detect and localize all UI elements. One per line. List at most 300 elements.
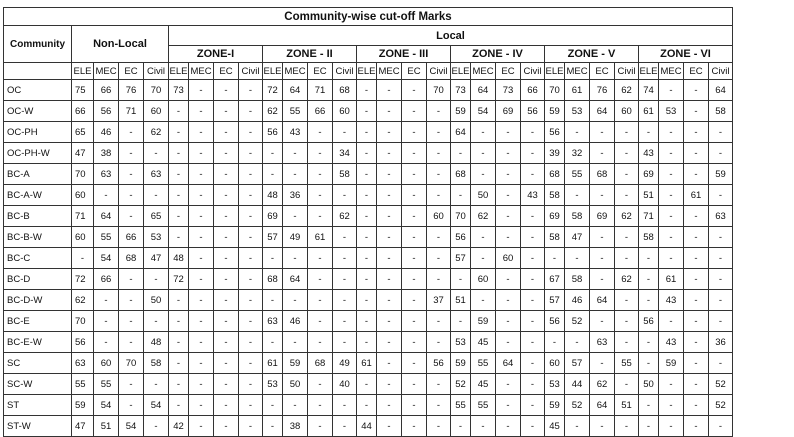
mark-cell: - <box>169 353 189 374</box>
mark-cell: - <box>615 374 639 395</box>
mark-cell: - <box>709 416 733 437</box>
mark-cell: 50 <box>471 185 496 206</box>
mark-cell: - <box>377 143 402 164</box>
mark-cell: - <box>471 227 496 248</box>
mark-cell: 59 <box>471 311 496 332</box>
mark-cell: - <box>377 227 402 248</box>
mark-cell: - <box>496 332 521 353</box>
mark-cell: - <box>189 206 214 227</box>
branch-header: EC <box>684 63 709 80</box>
mark-cell: - <box>427 185 451 206</box>
branch-header: Civil <box>615 63 639 80</box>
mark-cell: - <box>214 143 239 164</box>
mark-cell: - <box>263 143 283 164</box>
branch-header: Civil <box>239 63 263 80</box>
mark-cell: - <box>308 122 333 143</box>
mark-cell: 66 <box>94 80 119 101</box>
mark-cell: 58 <box>144 353 169 374</box>
mark-cell: - <box>709 269 733 290</box>
mark-cell: 64 <box>471 80 496 101</box>
mark-cell: - <box>308 164 333 185</box>
mark-cell: 43 <box>659 332 684 353</box>
mark-cell: 64 <box>590 101 615 122</box>
mark-cell: - <box>402 416 427 437</box>
mark-cell: - <box>402 80 427 101</box>
mark-cell: - <box>402 227 427 248</box>
mark-cell: - <box>119 122 144 143</box>
mark-cell: 52 <box>709 395 733 416</box>
mark-cell: - <box>496 122 521 143</box>
table-row <box>4 122 733 143</box>
mark-cell: - <box>357 227 377 248</box>
mark-cell: 68 <box>590 164 615 185</box>
mark-cell: 65 <box>144 206 169 227</box>
mark-cell: - <box>214 206 239 227</box>
mark-cell: 73 <box>169 80 189 101</box>
mark-cell: 52 <box>709 374 733 395</box>
mark-cell: - <box>427 269 451 290</box>
mark-cell: - <box>521 290 545 311</box>
mark-cell: - <box>615 416 639 437</box>
mark-cell: 62 <box>72 290 94 311</box>
mark-cell: - <box>333 269 357 290</box>
mark-cell: 62 <box>333 206 357 227</box>
mark-cell: 54 <box>94 395 119 416</box>
table-row <box>4 206 733 227</box>
mark-cell: - <box>283 206 308 227</box>
mark-cell: - <box>496 164 521 185</box>
mark-cell: - <box>308 374 333 395</box>
mark-cell: - <box>308 206 333 227</box>
mark-cell: 53 <box>144 227 169 248</box>
mark-cell: - <box>590 122 615 143</box>
mark-cell: - <box>402 395 427 416</box>
mark-cell: - <box>521 416 545 437</box>
mark-cell: - <box>496 206 521 227</box>
mark-cell: 68 <box>263 269 283 290</box>
mark-cell: - <box>119 290 144 311</box>
mark-cell: 58 <box>565 269 590 290</box>
mark-cell: 64 <box>590 290 615 311</box>
mark-cell: - <box>189 311 214 332</box>
branch-header: Civil <box>709 63 733 80</box>
mark-cell: - <box>684 227 709 248</box>
table-row <box>4 374 733 395</box>
mark-cell: - <box>709 143 733 164</box>
mark-cell: 59 <box>72 395 94 416</box>
mark-cell: 73 <box>496 80 521 101</box>
mark-cell: - <box>427 227 451 248</box>
mark-cell: - <box>377 206 402 227</box>
mark-cell: - <box>263 395 283 416</box>
mark-cell: 45 <box>471 374 496 395</box>
mark-cell: 59 <box>545 395 565 416</box>
mark-cell: 43 <box>659 290 684 311</box>
mark-cell: - <box>427 164 451 185</box>
mark-cell: - <box>684 143 709 164</box>
mark-cell: 47 <box>565 227 590 248</box>
community-cell: BC-B-W <box>4 227 72 248</box>
mark-cell: 43 <box>639 143 659 164</box>
mark-cell: - <box>283 290 308 311</box>
mark-cell: 54 <box>119 416 144 437</box>
mark-cell: - <box>684 311 709 332</box>
table-row <box>4 143 733 164</box>
mark-cell: 43 <box>283 122 308 143</box>
mark-cell: - <box>427 311 451 332</box>
mark-cell: - <box>659 143 684 164</box>
mark-cell: - <box>169 227 189 248</box>
mark-cell: - <box>169 143 189 164</box>
zone-header: ZONE - V <box>545 46 639 63</box>
mark-cell: - <box>214 353 239 374</box>
mark-cell: - <box>144 374 169 395</box>
mark-cell: - <box>377 290 402 311</box>
mark-cell: - <box>590 311 615 332</box>
mark-cell: - <box>377 395 402 416</box>
mark-cell: - <box>169 374 189 395</box>
mark-cell: - <box>239 395 263 416</box>
mark-cell: - <box>659 80 684 101</box>
mark-cell: - <box>684 416 709 437</box>
table-row <box>4 416 733 437</box>
mark-cell: 68 <box>451 164 471 185</box>
mark-cell: - <box>402 353 427 374</box>
mark-cell: 59 <box>451 101 471 122</box>
mark-cell: - <box>427 248 451 269</box>
mark-cell: - <box>590 143 615 164</box>
mark-cell: 63 <box>590 332 615 353</box>
mark-cell: - <box>496 416 521 437</box>
mark-cell: - <box>189 395 214 416</box>
mark-cell: - <box>377 269 402 290</box>
mark-cell: - <box>308 143 333 164</box>
mark-cell: - <box>709 248 733 269</box>
mark-cell: - <box>169 206 189 227</box>
mark-cell: - <box>169 101 189 122</box>
mark-cell: - <box>239 374 263 395</box>
mark-cell: - <box>333 332 357 353</box>
mark-cell: 69 <box>545 206 565 227</box>
mark-cell: - <box>496 395 521 416</box>
mark-cell: - <box>615 122 639 143</box>
mark-cell: - <box>496 143 521 164</box>
mark-cell: 38 <box>94 143 119 164</box>
mark-cell: 43 <box>521 185 545 206</box>
mark-cell: - <box>521 269 545 290</box>
mark-cell: - <box>684 269 709 290</box>
mark-cell: 56 <box>521 101 545 122</box>
mark-cell: - <box>471 122 496 143</box>
mark-cell: 59 <box>659 353 684 374</box>
mark-cell: 34 <box>333 143 357 164</box>
mark-cell: - <box>615 185 639 206</box>
mark-cell: - <box>402 101 427 122</box>
mark-cell: 49 <box>333 353 357 374</box>
mark-cell: - <box>214 374 239 395</box>
community-header: Community <box>4 26 72 63</box>
mark-cell: - <box>639 122 659 143</box>
branch-header: MEC <box>283 63 308 80</box>
mark-cell: - <box>496 311 521 332</box>
mark-cell: 69 <box>639 164 659 185</box>
zone-header: ZONE-I <box>169 46 263 63</box>
zone-header: ZONE - IV <box>451 46 545 63</box>
mark-cell: 62 <box>615 269 639 290</box>
mark-cell: 58 <box>709 101 733 122</box>
mark-cell: 55 <box>565 164 590 185</box>
mark-cell: 56 <box>427 353 451 374</box>
community-cell: BC-A <box>4 164 72 185</box>
mark-cell: - <box>169 122 189 143</box>
mark-cell: - <box>357 122 377 143</box>
mark-cell: 48 <box>169 248 189 269</box>
mark-cell: 39 <box>545 143 565 164</box>
mark-cell: 54 <box>94 248 119 269</box>
mark-cell: - <box>402 269 427 290</box>
mark-cell: - <box>427 395 451 416</box>
mark-cell: 32 <box>565 143 590 164</box>
mark-cell: - <box>283 248 308 269</box>
mark-cell: 62 <box>263 101 283 122</box>
mark-cell: 60 <box>471 269 496 290</box>
branch-header: MEC <box>189 63 214 80</box>
zone-header: ZONE - II <box>263 46 357 63</box>
mark-cell: - <box>659 311 684 332</box>
mark-cell: 64 <box>496 353 521 374</box>
branch-header: MEC <box>471 63 496 80</box>
mark-cell: 56 <box>639 311 659 332</box>
mark-cell: - <box>565 248 590 269</box>
mark-cell: 72 <box>72 269 94 290</box>
mark-cell: 66 <box>94 269 119 290</box>
mark-cell: - <box>684 101 709 122</box>
mark-cell: 71 <box>119 101 144 122</box>
mark-cell: - <box>189 290 214 311</box>
mark-cell: 58 <box>545 227 565 248</box>
mark-cell: - <box>333 416 357 437</box>
mark-cell: - <box>214 311 239 332</box>
mark-cell: - <box>684 206 709 227</box>
mark-cell: - <box>402 185 427 206</box>
mark-cell: - <box>119 374 144 395</box>
mark-cell: - <box>333 395 357 416</box>
mark-cell: 65 <box>72 122 94 143</box>
mark-cell: - <box>451 311 471 332</box>
mark-cell: 54 <box>471 101 496 122</box>
mark-cell: - <box>402 374 427 395</box>
table-row <box>4 332 733 353</box>
mark-cell: - <box>471 164 496 185</box>
mark-cell: - <box>214 290 239 311</box>
branch-header: ELE <box>169 63 189 80</box>
mark-cell: 47 <box>72 416 94 437</box>
mark-cell: 55 <box>94 227 119 248</box>
mark-cell: 71 <box>308 80 333 101</box>
mark-cell: 57 <box>263 227 283 248</box>
mark-cell: - <box>169 185 189 206</box>
mark-cell: 51 <box>615 395 639 416</box>
mark-cell: 74 <box>639 80 659 101</box>
mark-cell: 54 <box>144 395 169 416</box>
mark-cell: - <box>308 269 333 290</box>
mark-cell: 42 <box>169 416 189 437</box>
mark-cell: - <box>427 416 451 437</box>
mark-cell: 52 <box>451 374 471 395</box>
mark-cell: 71 <box>72 206 94 227</box>
mark-cell: 44 <box>565 374 590 395</box>
mark-cell: 68 <box>545 164 565 185</box>
mark-cell: 63 <box>144 164 169 185</box>
community-cell: BC-D <box>4 269 72 290</box>
mark-cell: 58 <box>545 185 565 206</box>
table-row <box>4 269 733 290</box>
mark-cell: - <box>565 122 590 143</box>
mark-cell: 63 <box>94 164 119 185</box>
mark-cell: - <box>308 311 333 332</box>
mark-cell: 64 <box>283 269 308 290</box>
mark-cell: 69 <box>590 206 615 227</box>
mark-cell: - <box>144 185 169 206</box>
mark-cell: - <box>615 227 639 248</box>
mark-cell: - <box>521 374 545 395</box>
mark-cell: 56 <box>94 101 119 122</box>
mark-cell: - <box>333 290 357 311</box>
branch-header: ELE <box>451 63 471 80</box>
mark-cell: - <box>659 374 684 395</box>
mark-cell: 68 <box>119 248 144 269</box>
mark-cell: - <box>119 143 144 164</box>
mark-cell: - <box>214 80 239 101</box>
mark-cell: - <box>94 185 119 206</box>
community-cell: OC-PH-W <box>4 143 72 164</box>
mark-cell: - <box>144 269 169 290</box>
mark-cell: - <box>659 185 684 206</box>
mark-cell: - <box>214 332 239 353</box>
mark-cell: 59 <box>545 101 565 122</box>
mark-cell: 60 <box>545 353 565 374</box>
mark-cell: - <box>451 269 471 290</box>
mark-cell: - <box>189 332 214 353</box>
mark-cell: 66 <box>119 227 144 248</box>
table-row <box>4 353 733 374</box>
mark-cell: - <box>521 164 545 185</box>
mark-cell: - <box>590 185 615 206</box>
mark-cell: - <box>709 227 733 248</box>
mark-cell: - <box>239 227 263 248</box>
mark-cell: - <box>521 206 545 227</box>
mark-cell: - <box>357 185 377 206</box>
mark-cell: 52 <box>565 395 590 416</box>
mark-cell: 55 <box>615 353 639 374</box>
mark-cell: 55 <box>471 395 496 416</box>
mark-cell: - <box>214 101 239 122</box>
community-cell: ST <box>4 395 72 416</box>
mark-cell: - <box>239 164 263 185</box>
mark-cell: 61 <box>263 353 283 374</box>
table-row <box>4 101 733 122</box>
mark-cell: - <box>615 311 639 332</box>
mark-cell: - <box>615 164 639 185</box>
mark-cell: - <box>283 395 308 416</box>
mark-cell: - <box>119 395 144 416</box>
mark-cell: - <box>263 248 283 269</box>
table-row <box>4 311 733 332</box>
branch-header: EC <box>496 63 521 80</box>
mark-cell: - <box>545 248 565 269</box>
branch-header: ELE <box>639 63 659 80</box>
mark-cell: - <box>239 332 263 353</box>
mark-cell: 45 <box>471 332 496 353</box>
branch-header: ELE <box>72 63 94 80</box>
mark-cell: 60 <box>496 248 521 269</box>
mark-cell: 40 <box>333 374 357 395</box>
mark-cell: 58 <box>333 164 357 185</box>
mark-cell: - <box>377 311 402 332</box>
mark-cell: - <box>427 374 451 395</box>
mark-cell: - <box>615 290 639 311</box>
mark-cell: 38 <box>283 416 308 437</box>
mark-cell: - <box>402 164 427 185</box>
table-row <box>4 80 733 101</box>
mark-cell: 59 <box>451 353 471 374</box>
mark-cell: - <box>119 332 144 353</box>
mark-cell: 55 <box>451 395 471 416</box>
mark-cell: - <box>189 248 214 269</box>
mark-cell: - <box>521 122 545 143</box>
mark-cell: - <box>239 311 263 332</box>
mark-cell: 60 <box>615 101 639 122</box>
branch-header: MEC <box>565 63 590 80</box>
mark-cell: - <box>189 353 214 374</box>
mark-cell: - <box>402 122 427 143</box>
table-title: Community-wise cut-off Marks <box>4 8 733 26</box>
mark-cell: - <box>684 80 709 101</box>
mark-cell: - <box>214 269 239 290</box>
mark-cell: - <box>402 206 427 227</box>
mark-cell: - <box>709 185 733 206</box>
mark-cell: - <box>189 416 214 437</box>
mark-cell: 51 <box>639 185 659 206</box>
mark-cell: - <box>590 353 615 374</box>
mark-cell: - <box>357 80 377 101</box>
mark-cell: 73 <box>451 80 471 101</box>
mark-cell: - <box>427 101 451 122</box>
mark-cell: - <box>308 416 333 437</box>
mark-cell: 62 <box>615 206 639 227</box>
table-row <box>4 227 733 248</box>
mark-cell: - <box>377 164 402 185</box>
mark-cell: - <box>169 395 189 416</box>
mark-cell: - <box>189 122 214 143</box>
mark-cell: - <box>239 185 263 206</box>
mark-cell: 66 <box>521 80 545 101</box>
community-cell: OC <box>4 80 72 101</box>
mark-cell: - <box>239 143 263 164</box>
mark-cell: - <box>427 122 451 143</box>
mark-cell: - <box>357 248 377 269</box>
mark-cell: - <box>119 164 144 185</box>
mark-cell: 36 <box>283 185 308 206</box>
mark-cell: 52 <box>565 311 590 332</box>
mark-cell: 36 <box>709 332 733 353</box>
mark-cell: - <box>333 185 357 206</box>
mark-cell: - <box>239 101 263 122</box>
table-row <box>4 248 733 269</box>
mark-cell: - <box>659 416 684 437</box>
mark-cell: 53 <box>545 374 565 395</box>
mark-cell: - <box>239 290 263 311</box>
